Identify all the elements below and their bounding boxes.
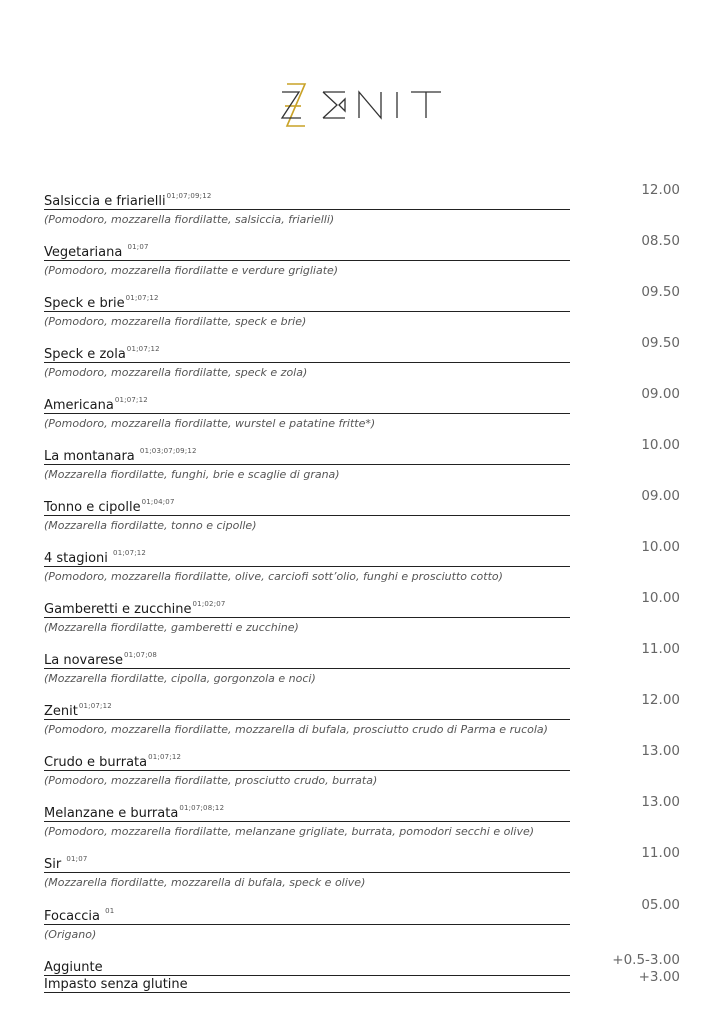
item-underline <box>44 854 570 873</box>
item-description: (Origano) <box>44 928 97 941</box>
item-name: Sir $^{01;07}$ <box>44 855 88 872</box>
item-price: 08.50 <box>641 233 680 249</box>
extra-item <box>44 952 684 976</box>
item-name: Gamberetti e zucchine$^{01;02;07}$ <box>44 600 226 617</box>
menu-item <box>44 743 684 798</box>
item-description: (Mozzarella fiordilatte, cipolla, gorgonzola e noci) <box>44 672 316 685</box>
menu-item <box>44 386 684 441</box>
menu-item <box>44 641 684 696</box>
item-price: 09.50 <box>641 335 680 351</box>
item-underline <box>44 242 570 261</box>
item-description: (Mozzarella fiordilatte, tonno e cipolle) <box>44 519 257 532</box>
item-underline <box>44 701 570 720</box>
item-description: (Mozzarella fiordilatte, funghi, brie e scaglie di grana) <box>44 468 340 481</box>
item-price: 09.00 <box>641 386 680 402</box>
menu-item <box>44 182 684 237</box>
item-price: 10.00 <box>641 590 680 606</box>
item-price: 13.00 <box>641 743 680 759</box>
item-name: Vegetariana $^{01;07}$ <box>44 243 149 260</box>
item-underline <box>44 752 570 771</box>
menu-item <box>44 897 684 952</box>
menu-item <box>44 437 684 492</box>
extra-name: Impasto senza glutine <box>44 977 188 992</box>
item-price: 10.00 <box>641 539 680 555</box>
extra-item <box>44 969 684 993</box>
item-underline <box>44 497 570 516</box>
item-underline <box>44 446 570 465</box>
item-name: La montanara $^{01;03;07;09;12}$ <box>44 447 197 464</box>
item-name: Focaccia $^{01}$ <box>44 907 115 924</box>
item-description: (Mozzarella fiordilatte, gamberetti e zucchine) <box>44 621 299 634</box>
item-description: (Pomodoro, mozzarella fiordilatte, olive, carciofi sott’olio, funghi e prosciutto cotto) <box>44 570 503 583</box>
item-price: 12.00 <box>641 182 680 198</box>
item-description: (Pomodoro, mozzarella fiordilatte, speck e brie) <box>44 315 307 328</box>
item-underline <box>44 293 570 312</box>
item-name: Speck e zola$^{01;07;12}$ <box>44 345 160 362</box>
item-underline <box>44 344 570 363</box>
item-name: Tonno e cipolle$^{01;04;07}$ <box>44 498 175 515</box>
item-price: 05.00 <box>641 897 680 913</box>
item-description: (Pomodoro, mozzarella fiordilatte e verdure grigliate) <box>44 264 339 277</box>
item-name: Americana$^{01;07;12}$ <box>44 396 148 413</box>
item-description: (Pomodoro, mozzarella fiordilatte, melanzane grigliate, burrata, pomodori secchi e olive) <box>44 825 535 838</box>
item-underline <box>44 650 570 669</box>
item-price: 11.00 <box>641 845 680 861</box>
item-name: Zenit$^{01;07;12}$ <box>44 702 112 719</box>
menu-item <box>44 794 684 849</box>
menu-item <box>44 539 684 594</box>
menu-item <box>44 233 684 288</box>
item-name: La novarese$^{01;07;08}$ <box>44 651 158 668</box>
item-name: 4 stagioni $^{01;07;12}$ <box>44 549 147 566</box>
item-name: Salsiccia e friarielli$^{01;07;09;12}$ <box>44 192 212 209</box>
item-underline <box>44 191 570 210</box>
item-description: (Pomodoro, mozzarella fiordilatte, mozzarella di bufala, prosciutto crudo di Parma e rucola) <box>44 723 548 736</box>
menu-item <box>44 845 684 900</box>
extra-name: Aggiunte <box>44 960 103 975</box>
item-price: 12.00 <box>641 692 680 708</box>
item-underline <box>44 975 570 993</box>
item-name: Melanzane e burrata$^{01;07;08;12}$ <box>44 804 225 821</box>
item-name: Speck e brie$^{01;07;12}$ <box>44 294 159 311</box>
extra-price: +3.00 <box>638 969 680 985</box>
item-description: (Pomodoro, mozzarella fiordilatte, salsiccia, friarielli) <box>44 213 335 226</box>
menu-item <box>44 488 684 543</box>
item-underline <box>44 906 570 925</box>
item-price: 10.00 <box>641 437 680 453</box>
item-description: (Mozzarella fiordilatte, mozzarella di bufala, speck e olive) <box>44 876 366 889</box>
extra-price: +0.5-3.00 <box>612 952 680 968</box>
item-price: 09.00 <box>641 488 680 504</box>
item-underline <box>44 395 570 414</box>
item-underline <box>44 803 570 822</box>
menu-item <box>44 692 684 747</box>
item-name: Crudo e burrata$^{01;07;12}$ <box>44 753 182 770</box>
menu-item <box>44 284 684 339</box>
menu-item <box>44 335 684 390</box>
item-underline <box>44 958 570 976</box>
item-underline <box>44 599 570 618</box>
item-description: (Pomodoro, mozzarella fiordilatte, speck e zola) <box>44 366 308 379</box>
item-description: (Pomodoro, mozzarella fiordilatte, prosciutto crudo, burrata) <box>44 774 378 787</box>
item-price: 09.50 <box>641 284 680 300</box>
item-price: 13.00 <box>641 794 680 810</box>
menu-item <box>44 590 684 645</box>
item-underline <box>44 548 570 567</box>
item-price: 11.00 <box>641 641 680 657</box>
item-description: (Pomodoro, mozzarella fiordilatte, wurstel e patatine fritte*) <box>44 417 376 430</box>
